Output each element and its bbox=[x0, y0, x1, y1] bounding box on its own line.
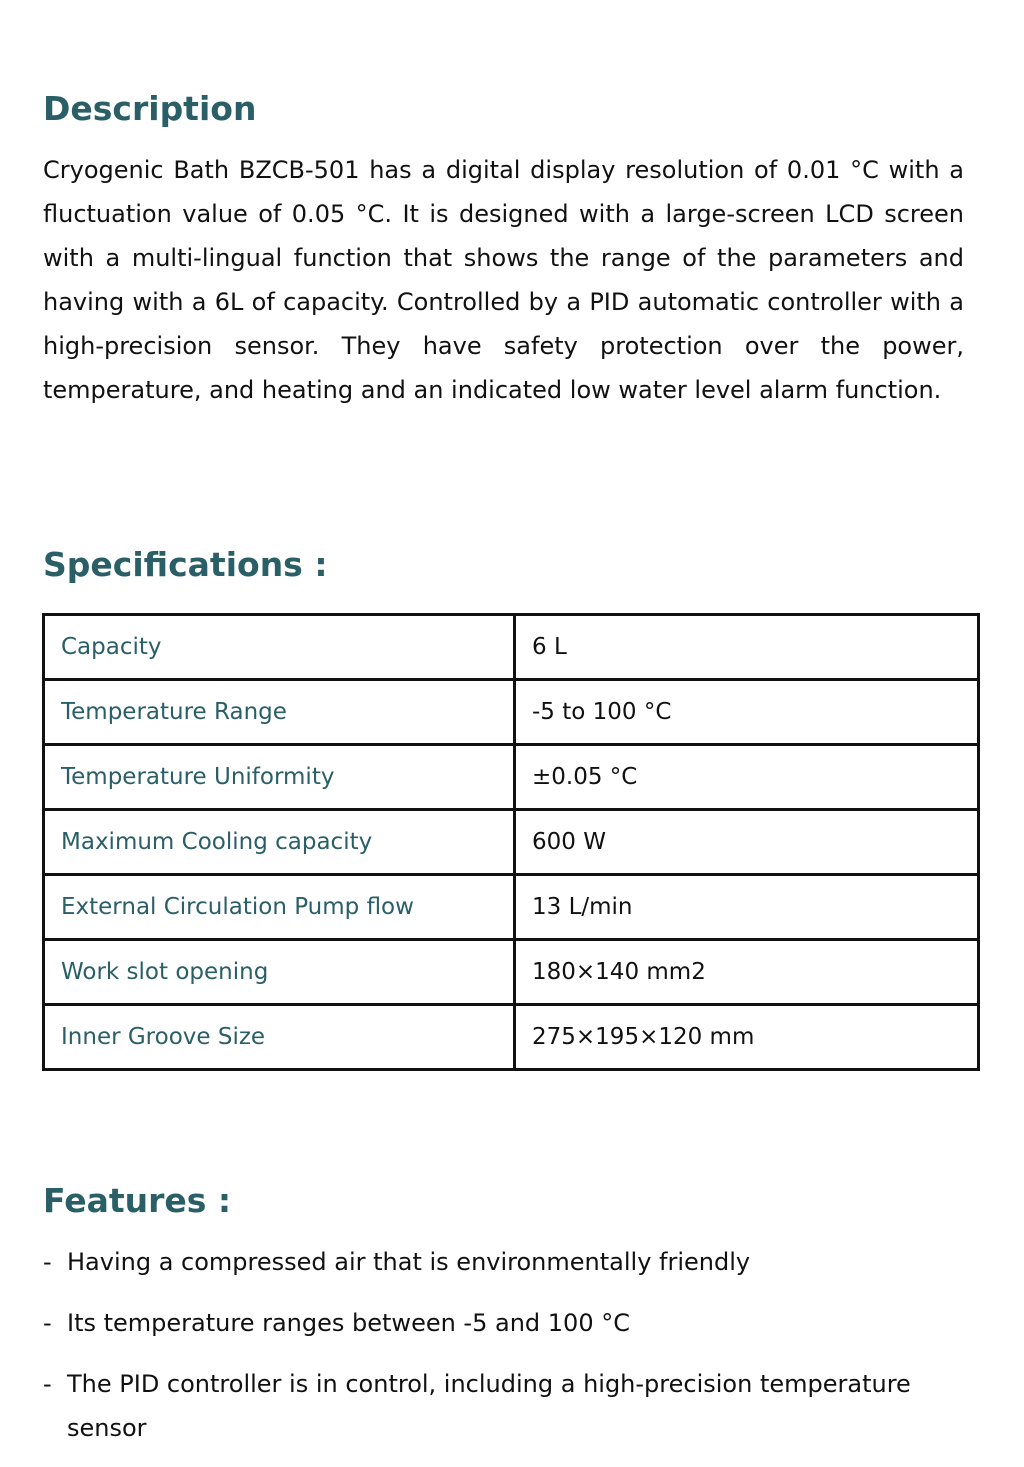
table-row bbox=[44, 615, 979, 680]
bullet-dash: - bbox=[43, 1309, 52, 1337]
spec-label: Inner Groove Size bbox=[44, 1005, 515, 1070]
spec-value: -5 to 100 °C bbox=[515, 680, 979, 745]
spec-label: Temperature Range bbox=[44, 680, 515, 745]
features-heading: Features : bbox=[43, 1181, 232, 1220]
feature-text: Having a compressed air that is environmentally friendly bbox=[67, 1248, 751, 1276]
spec-value: 6 L bbox=[515, 615, 979, 680]
spec-value: 600 W bbox=[515, 810, 979, 875]
spec-value: 180×140 mm2 bbox=[515, 940, 979, 1005]
table-row bbox=[44, 745, 979, 810]
table-row bbox=[44, 810, 979, 875]
table-row bbox=[44, 875, 979, 940]
table-row bbox=[44, 680, 979, 745]
spec-value: 13 L/min bbox=[515, 875, 979, 940]
features-list bbox=[43, 1240, 973, 1467]
table-row bbox=[44, 940, 979, 1005]
spec-value: ±0.05 °C bbox=[515, 745, 979, 810]
spec-value: 275×195×120 mm bbox=[515, 1005, 979, 1070]
specifications-heading: Specifications : bbox=[43, 545, 328, 584]
bullet-dash: - bbox=[43, 1248, 52, 1276]
feature-text: Its temperature ranges between -5 and 100 °C bbox=[67, 1309, 630, 1337]
specifications-table bbox=[42, 613, 980, 1071]
list-item bbox=[43, 1362, 973, 1450]
description-heading: Description bbox=[43, 89, 257, 128]
spec-label: Maximum Cooling capacity bbox=[44, 810, 515, 875]
description-text: Cryogenic Bath BZCB-501 has a digital display resolution of 0.01 °C with a fluctuation value of 0.05 °C. It is designed with a large-screen LCD screen with a multi-lingual function that shows the range of the parameters and having with a 6L of capacity. Controlled by a PID automatic controller with a high-precision sensor. They have safety protection over the power, temperature, and heating and an indicated low water level alarm function. bbox=[43, 156, 964, 404]
bullet-dash: - bbox=[43, 1370, 52, 1398]
list-item bbox=[43, 1301, 973, 1345]
list-item bbox=[43, 1240, 973, 1284]
feature-text: The PID controller is in control, including a high-precision temperature sensor bbox=[67, 1370, 911, 1442]
table-row bbox=[44, 1005, 979, 1070]
spec-label: External Circulation Pump flow bbox=[44, 875, 515, 940]
spec-label: Temperature Uniformity bbox=[44, 745, 515, 810]
spec-label: Work slot opening bbox=[44, 940, 515, 1005]
spec-label: Capacity bbox=[44, 615, 515, 680]
